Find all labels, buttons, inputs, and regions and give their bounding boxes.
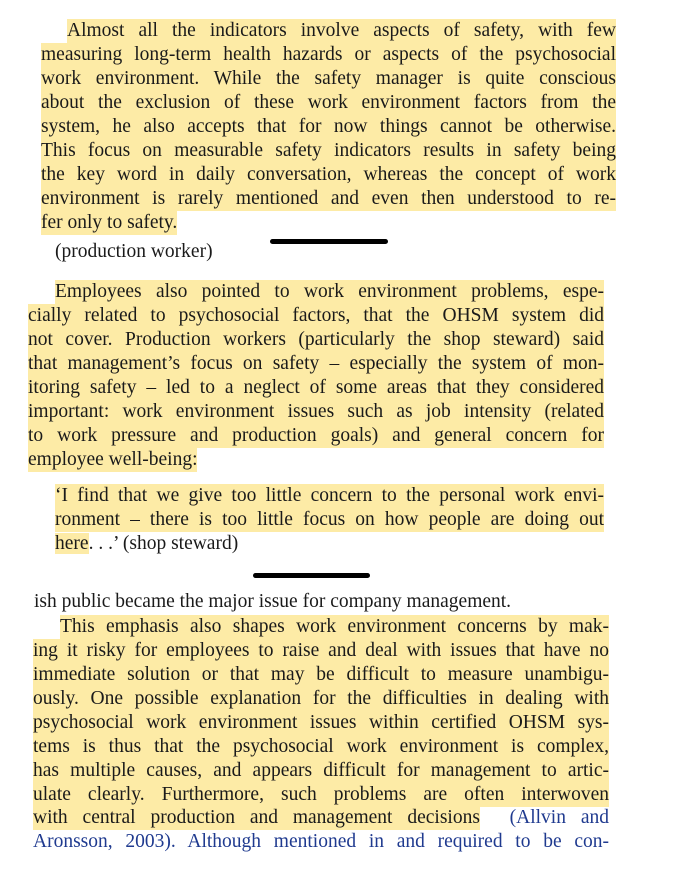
text-line: has multiple causes, and appears difficult for management to artic- xyxy=(33,760,609,781)
text-line: measuring long-term health hazards or aspects of the psychosocial xyxy=(41,44,616,65)
quote-attribution: . . .’ (shop steward) xyxy=(88,533,239,554)
text-line: Employees also pointed to work environment problems, espe- xyxy=(55,281,604,302)
text-line: employee well-being: xyxy=(28,449,198,470)
text-line: cially related to psychosocial factors, that the OHSM system did xyxy=(28,305,604,326)
text-line: ing it risky for employees to raise and deal with issues that have no xyxy=(33,640,609,661)
text-line: the key word in daily conversation, whereas the concept of work xyxy=(41,164,616,185)
text-line: Almost all the indicators involve aspects of safety, with few xyxy=(67,20,616,41)
citation-link[interactable]: (Allvin and xyxy=(509,807,609,828)
separator-bar xyxy=(253,573,370,578)
text-line: work environment. While the safety manager is quite conscious xyxy=(41,68,616,89)
text-line: psychosocial work environment issues within certified OHSM sys- xyxy=(33,712,609,733)
text-line: to work pressure and production goals) and general concern for xyxy=(28,425,604,446)
text-line: This focus on measurable safety indicators results in safety being xyxy=(41,140,616,161)
text-line: itoring safety – led to a neglect of some areas that they considered xyxy=(28,377,604,398)
text-line: ‘I find that we give too little concern to the personal work envi- xyxy=(55,485,604,506)
text-line: tems is thus that the psychosocial work environment is complex, xyxy=(33,736,609,757)
text-line: important: work environment issues such as job intensity (related xyxy=(28,401,604,422)
text-line: not cover. Production workers (particularly the shop steward) said xyxy=(28,329,604,350)
text-line xyxy=(33,806,609,830)
text-line: about the exclusion of these work environment factors from the xyxy=(41,92,616,113)
cut-text-fragment: Aronsson, 2003). Although mentioned in and required to be con- xyxy=(33,831,609,852)
cut-text-fragment: ish public became the major issue for company management. xyxy=(34,591,512,612)
text-line xyxy=(55,532,238,556)
text-line: immediate solution or that may be difficult to measure unambigu- xyxy=(33,664,609,685)
text-line: ously. One possible explanation for the difficulties in dealing with xyxy=(33,688,609,709)
text-line: that management’s focus on safety – especially the system of mon- xyxy=(28,353,604,374)
highlighted-text: with central production and management decisions xyxy=(33,807,480,828)
text-line: ulate clearly. Furthermore, such problems are often interwoven xyxy=(33,784,609,805)
text-line: environment is rarely mentioned and even then understood to re- xyxy=(41,188,616,209)
highlighted-text: here xyxy=(55,533,89,554)
text-line: fer only to safety. xyxy=(41,212,178,233)
text-line: system, he also accepts that for now things cannot be otherwise. xyxy=(41,116,616,137)
text-line: This emphasis also shapes work environment concerns by mak- xyxy=(60,616,609,637)
cut-text-fragment: (production worker) xyxy=(55,241,213,262)
text-line: ronment – there is too little focus on how people are doing out xyxy=(55,509,604,530)
